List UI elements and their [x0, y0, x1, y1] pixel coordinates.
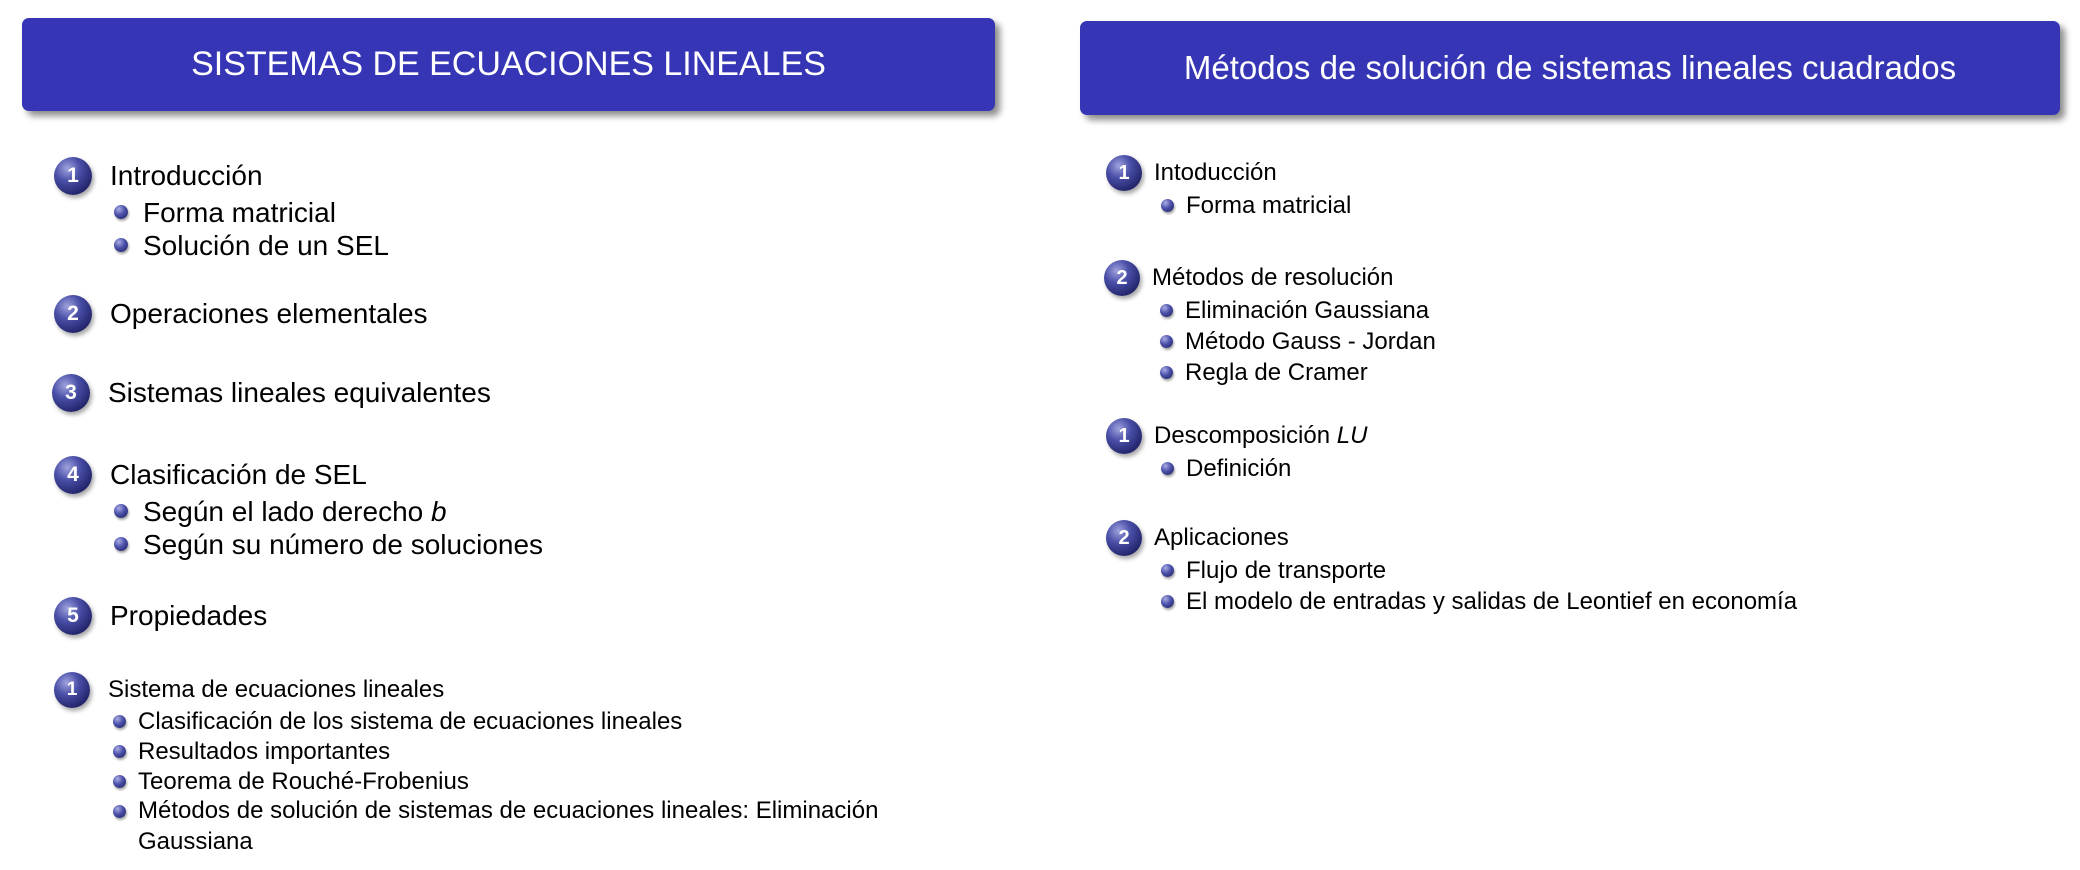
bullet-icon: [1160, 366, 1173, 379]
section-number-badge: 2: [1104, 260, 1140, 296]
bullet-icon: [1161, 595, 1174, 608]
bullet-icon: [1161, 564, 1174, 577]
section-number-badge: 1: [1106, 418, 1142, 454]
list-item: Solución de un SEL: [0, 230, 1000, 263]
right-section-4: [1040, 520, 2040, 619]
bullet-icon: [1161, 462, 1174, 475]
left-section-4: [0, 456, 1000, 562]
section-label: Clasificación de SEL: [110, 459, 367, 490]
bullet-icon: [1160, 335, 1173, 348]
list-item: Método Gauss - Jordan: [1040, 328, 2040, 359]
section-number-badge: 1: [1106, 155, 1142, 191]
right-section-1: [1040, 155, 2040, 223]
left-section-2: [0, 295, 1000, 335]
list-item: Forma matricial: [0, 197, 1000, 230]
bullet-icon: [113, 745, 126, 758]
section-label: Propiedades: [110, 600, 268, 631]
section-label: Operaciones elementales: [110, 298, 428, 329]
section-number-badge: 5: [54, 597, 92, 635]
section-number-badge: 1: [54, 672, 90, 708]
left-section-3: [0, 374, 1000, 414]
bullet-icon: [114, 238, 128, 252]
bullet-icon: [113, 805, 126, 818]
list-item: Eliminación Gaussiana: [1040, 297, 2040, 328]
right-section-2: [1040, 260, 2040, 390]
bullet-icon: [113, 715, 126, 728]
right-slide: [1040, 0, 2080, 870]
bullet-icon: [114, 205, 128, 219]
section-label: Descomposición LU: [1154, 422, 1368, 449]
list-item: Según su número de soluciones: [0, 529, 1000, 562]
right-section-3: [1040, 418, 2040, 486]
section-label: Introducción: [110, 160, 263, 191]
right-slide-title: [1080, 21, 2060, 115]
list-item: Definición: [1040, 455, 2040, 486]
section-number-badge: 4: [54, 456, 92, 494]
section-label: Intoducción: [1154, 159, 1277, 186]
section-label: Sistemas lineales equivalentes: [108, 377, 491, 408]
left-title-text: SISTEMAS DE ECUACIONES LINEALES: [191, 45, 826, 83]
section-number-badge: 2: [1106, 520, 1142, 556]
bullet-icon: [114, 504, 128, 518]
section-number-badge: 3: [52, 374, 90, 412]
left-section-6: [0, 672, 1000, 860]
left-section-1: [0, 157, 1000, 263]
section-number-badge: 2: [54, 295, 92, 333]
section-label: Métodos de resolución: [1152, 264, 1394, 291]
bullet-icon: [114, 537, 128, 551]
left-slide-title: [22, 18, 995, 111]
section-label: Aplicaciones: [1154, 524, 1289, 551]
section-number-badge: 1: [54, 157, 92, 195]
bullet-icon: [1161, 199, 1174, 212]
list-item: El modelo de entradas y salidas de Leontief en economía: [1040, 588, 2040, 619]
list-item: Resultados importantes: [0, 738, 1000, 768]
list-item: Clasificación de los sistema de ecuaciones lineales: [0, 708, 1000, 738]
list-item: Métodos de solución de sistemas de ecuaciones lineales: Eliminación Gaussiana: [0, 798, 1000, 860]
list-item: Teorema de Rouché-Frobenius: [0, 768, 1000, 798]
left-section-5: [0, 597, 1000, 637]
right-title-text: Métodos de solución de sistemas lineales cuadrados: [1183, 49, 1957, 86]
section-label: Sistema de ecuaciones lineales: [108, 676, 445, 703]
list-item: Según el lado derecho b: [0, 496, 1000, 529]
list-item: Forma matricial: [1040, 192, 2040, 223]
bullet-icon: [113, 775, 126, 788]
list-item: Regla de Cramer: [1040, 359, 2040, 390]
list-item: Flujo de transporte: [1040, 557, 2040, 588]
bullet-icon: [1160, 304, 1173, 317]
